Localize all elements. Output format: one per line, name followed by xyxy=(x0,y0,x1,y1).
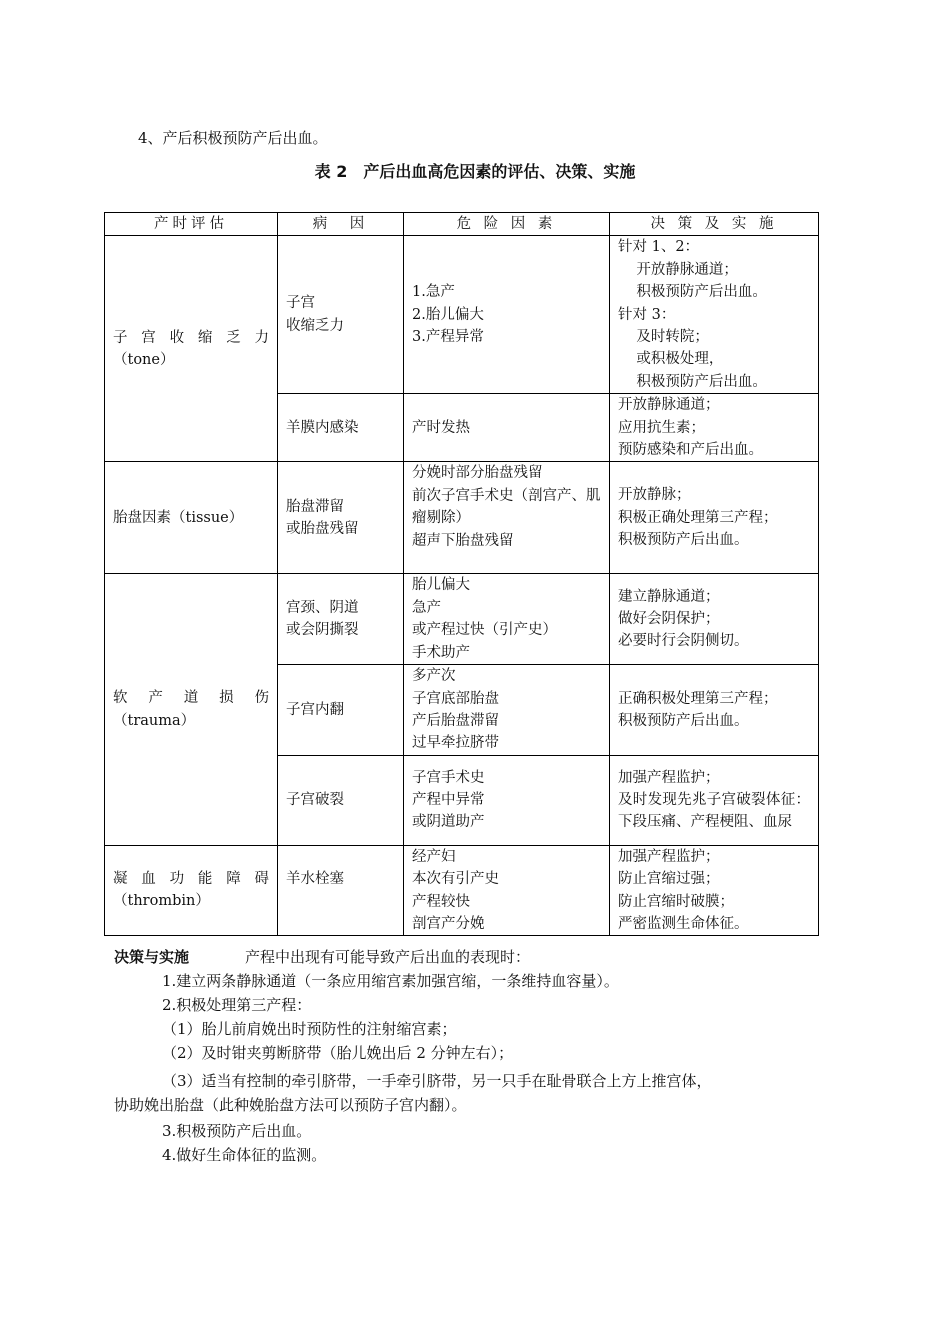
stage-label: 凝血功能障碍 xyxy=(113,870,269,887)
table-row xyxy=(105,845,819,936)
risk-cell: 分娩时部分胎盘残留 前次子宫手术史（剖宫产、肌瘤剔除） 超声下胎盘残留 xyxy=(404,462,610,574)
header-cause: 病 因 xyxy=(278,213,404,236)
action-line: 开放静脉； xyxy=(618,487,691,504)
table-title: 表 2 产后出血高危因素的评估、决策、实施 xyxy=(314,162,636,181)
decision-text: 产程中出现有可能导致产后出血的表现时： xyxy=(245,948,531,966)
risk-cell: 多产次 子宫底部胎盘 产后胎盘滞留 过早牵拉脐带 xyxy=(404,665,610,756)
action-line: 建立静脉通道； xyxy=(618,588,720,605)
action-line: 应用抗生素； xyxy=(618,419,705,436)
stage-cell-trauma xyxy=(105,574,278,845)
action-cell xyxy=(610,236,819,394)
stage-cell-thrombin xyxy=(105,845,278,936)
stage-label: 子宫收缩乏力 xyxy=(113,329,269,346)
table-row xyxy=(105,462,819,574)
risk-cell: 1.急产 2.胎儿偏大 3.产程异常 xyxy=(404,236,610,394)
action-line: 积极预防产后出血。 xyxy=(618,532,749,549)
action-line: 加强产程监护； xyxy=(618,848,720,865)
action-line: 及时转院； xyxy=(618,329,709,346)
decision-step: 1.建立两条静脉通道（一条应用缩宫素加强宫缩，一条维持血容量）。 xyxy=(162,972,619,990)
stage-label-en: （tone） xyxy=(113,351,175,368)
decision-step: 协助娩出胎盘（此种娩胎盘方法可以预防子宫内翻）。 xyxy=(114,1096,467,1114)
action-cell xyxy=(610,462,819,574)
action-line: 做好会阴保护； xyxy=(618,611,720,628)
intro-item: 4、产后积极预防产后出血。 xyxy=(138,129,328,147)
risk-cell: 经产妇 本次有引产史 产程较快 剖宫产分娩 xyxy=(404,845,610,936)
table-header-row xyxy=(105,213,819,236)
action-line: 及时发现先兆子宫破裂体征：下段压痛、产程梗阻、血尿 xyxy=(618,792,810,831)
action-line: 严密监测生命体征。 xyxy=(618,915,749,932)
action-line: 开放静脉通道； xyxy=(618,397,720,414)
decision-label: 决策与实施 xyxy=(114,948,190,966)
decision-step: （3）适当有控制的牵引脐带，一手牵引脐带，另一只手在耻骨联合上方上推宫体， xyxy=(162,1072,712,1090)
risk-cell: 子宫手术史 产程中异常 或阴道助产 xyxy=(404,755,610,845)
action-line: 针对 3： xyxy=(618,306,676,323)
table-row xyxy=(105,574,819,665)
action-cell xyxy=(610,394,819,462)
action-line: 积极预防产后出血。 xyxy=(618,712,749,729)
action-line: 积极正确处理第三产程； xyxy=(618,509,778,526)
action-line: 防止宫缩过强； xyxy=(618,871,720,888)
risk-cell: 产时发热 xyxy=(404,394,610,462)
stage-label: 软产道损伤 xyxy=(113,690,269,707)
decision-step: 3.积极预防产后出血。 xyxy=(162,1122,312,1140)
table-row xyxy=(105,236,819,394)
cause-cell: 子宫 收缩乏力 xyxy=(278,236,404,394)
risk-cell: 胎儿偏大 急产 或产程过快（引产史） 手术助产 xyxy=(404,574,610,665)
action-line: 必要时行会阴侧切。 xyxy=(618,633,749,650)
cause-cell: 胎盘滞留 或胎盘残留 xyxy=(278,462,404,574)
stage-cell-tissue xyxy=(105,462,278,574)
decision-step: （1）胎儿前肩娩出时预防性的注射缩宫素； xyxy=(162,1020,457,1038)
action-line: 预防感染和产后出血。 xyxy=(618,442,763,459)
header-actions: 决 策 及 实 施 xyxy=(610,213,819,236)
action-line: 防止宫缩时破膜； xyxy=(618,893,734,910)
action-cell xyxy=(610,755,819,845)
action-cell xyxy=(610,665,819,756)
action-line: 开放静脉通道； xyxy=(618,261,738,278)
cause-cell: 羊水栓塞 xyxy=(278,845,404,936)
cause-cell: 子宫内翻 xyxy=(278,665,404,756)
action-line: 针对 1、2： xyxy=(618,239,700,256)
action-line: 正确积极处理第三产程； xyxy=(618,690,778,707)
stage-label-en: （trauma） xyxy=(113,712,196,729)
stage-cell-tone xyxy=(105,236,278,462)
stage-label-en: （thrombin） xyxy=(113,893,210,910)
action-cell xyxy=(610,574,819,665)
action-line: 加强产程监护； xyxy=(618,769,720,786)
cause-cell: 宫颈、阴道 或会阴撕裂 xyxy=(278,574,404,665)
header-risk-factors: 危 险 因 素 xyxy=(404,213,610,236)
cause-cell: 子宫破裂 xyxy=(278,755,404,845)
stage-label: 胎盘因素（tissue） xyxy=(113,509,244,526)
header-assessment: 产时评估 xyxy=(105,213,278,236)
action-cell xyxy=(610,845,819,936)
action-line: 积极预防产后出血。 xyxy=(618,284,767,301)
action-line: 或积极处理， xyxy=(618,351,724,368)
cause-cell: 羊膜内感染 xyxy=(278,394,404,462)
action-line: 积极预防产后出血。 xyxy=(618,373,767,390)
decision-step: （2）及时钳夹剪断脐带（胎儿娩出后 2 分钟左右）； xyxy=(162,1044,514,1062)
decision-step: 2.积极处理第三产程： xyxy=(162,996,312,1014)
risk-factor-table xyxy=(104,212,819,936)
decision-intro xyxy=(114,946,530,968)
decision-step: 4.做好生命体征的监测。 xyxy=(162,1146,327,1164)
